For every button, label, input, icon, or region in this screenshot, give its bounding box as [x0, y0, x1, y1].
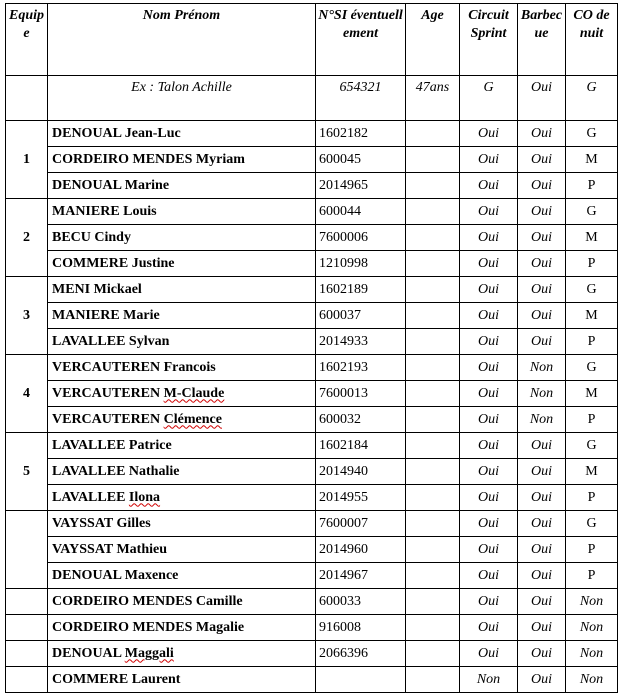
age-cell: [406, 225, 460, 251]
team-number: [6, 511, 48, 589]
registration-table: [5, 3, 618, 693]
participant-name: [48, 563, 316, 589]
barbecue-cell: Oui: [518, 589, 566, 615]
participant-name: [48, 433, 316, 459]
team-number: 1: [6, 121, 48, 199]
circuit-sprint-cell: Oui: [460, 277, 518, 303]
participant-name: [48, 329, 316, 355]
co-nuit-cell: G: [566, 433, 618, 459]
example-si: 654321: [316, 76, 406, 121]
circuit-sprint-cell: Oui: [460, 225, 518, 251]
participant-name-text: MANIERE Marie: [52, 307, 160, 323]
age-cell: [406, 459, 460, 485]
barbecue-cell: Non: [518, 381, 566, 407]
circuit-sprint-cell: Oui: [460, 511, 518, 537]
participant-name-text: CORDEIRO MENDES Magalie: [52, 619, 245, 635]
barbecue-cell: Non: [518, 407, 566, 433]
table-row: [6, 563, 618, 589]
circuit-sprint-cell: Oui: [460, 329, 518, 355]
participant-name-text: LAVALLEE Sylvan: [52, 333, 170, 349]
participant-name: [48, 121, 316, 147]
co-nuit-cell: P: [566, 329, 618, 355]
participant-name-text: VERCAUTEREN Francois: [52, 359, 216, 375]
age-cell: [406, 641, 460, 667]
table-row: [6, 381, 618, 407]
co-nuit-cell: P: [566, 485, 618, 511]
si-number: 1602193: [316, 355, 406, 381]
participant-name: [48, 615, 316, 641]
age-cell: [406, 199, 460, 225]
barbecue-cell: Oui: [518, 303, 566, 329]
participant-name: [48, 667, 316, 693]
si-number: 2014967: [316, 563, 406, 589]
circuit-sprint-cell: Oui: [460, 641, 518, 667]
age-cell: [406, 303, 460, 329]
circuit-sprint-cell: Oui: [460, 303, 518, 329]
table-row: [6, 173, 618, 199]
co-nuit-cell: P: [566, 563, 618, 589]
participant-name-text: LAVALLEE Patrice: [52, 437, 172, 453]
example-co: G: [566, 76, 618, 121]
barbecue-cell: Oui: [518, 641, 566, 667]
co-nuit-cell: G: [566, 121, 618, 147]
participant-name-text: DENOUAL Maggali: [52, 645, 174, 661]
participant-name: [48, 199, 316, 225]
participant-name: [48, 459, 316, 485]
example-age: 47ans: [406, 76, 460, 121]
circuit-sprint-cell: Oui: [460, 173, 518, 199]
table-row: [6, 537, 618, 563]
barbecue-cell: Oui: [518, 277, 566, 303]
circuit-sprint-cell: Oui: [460, 355, 518, 381]
participant-name: [48, 641, 316, 667]
barbecue-cell: Non: [518, 355, 566, 381]
age-cell: [406, 537, 460, 563]
circuit-sprint-cell: Oui: [460, 147, 518, 173]
participant-name: [48, 355, 316, 381]
header-age: Age: [406, 4, 460, 76]
age-cell: [406, 589, 460, 615]
barbecue-cell: Oui: [518, 459, 566, 485]
si-number: 1602189: [316, 277, 406, 303]
co-nuit-cell: G: [566, 355, 618, 381]
participant-name-text: COMMERE Justine: [52, 255, 175, 271]
header-si: N°SI éventuellement: [316, 4, 406, 76]
table-row: [6, 589, 618, 615]
participant-name-text: DENOUAL Jean-Luc: [52, 125, 181, 141]
barbecue-cell: Oui: [518, 173, 566, 199]
participant-name: [48, 381, 316, 407]
participant-name-text: LAVALLEE Nathalie: [52, 463, 180, 479]
age-cell: [406, 563, 460, 589]
circuit-sprint-cell: Oui: [460, 485, 518, 511]
team-number: 5: [6, 433, 48, 511]
example-nom: Ex : Talon Achille: [48, 76, 316, 121]
barbecue-cell: Oui: [518, 433, 566, 459]
participant-name: [48, 537, 316, 563]
table-row: [6, 641, 618, 667]
si-number: 2014955: [316, 485, 406, 511]
example-barbecue: Oui: [518, 76, 566, 121]
si-number: 2066396: [316, 641, 406, 667]
si-number: 7600006: [316, 225, 406, 251]
co-nuit-cell: P: [566, 173, 618, 199]
age-cell: [406, 407, 460, 433]
co-nuit-cell: M: [566, 303, 618, 329]
circuit-sprint-cell: Oui: [460, 199, 518, 225]
team-number: [6, 667, 48, 693]
header-co: CO de nuit: [566, 4, 618, 76]
table-row: [6, 433, 618, 459]
barbecue-cell: Oui: [518, 615, 566, 641]
age-cell: [406, 615, 460, 641]
barbecue-cell: Oui: [518, 121, 566, 147]
table-row: [6, 251, 618, 277]
participant-name-text: DENOUAL Marine: [52, 177, 170, 193]
circuit-sprint-cell: Oui: [460, 251, 518, 277]
si-number: 2014960: [316, 537, 406, 563]
age-cell: [406, 355, 460, 381]
participant-name-text: LAVALLEE Ilona: [52, 489, 161, 505]
circuit-sprint-cell: Oui: [460, 381, 518, 407]
circuit-sprint-cell: Oui: [460, 563, 518, 589]
age-cell: [406, 381, 460, 407]
age-cell: [406, 511, 460, 537]
co-nuit-cell: G: [566, 511, 618, 537]
barbecue-cell: Oui: [518, 511, 566, 537]
age-cell: [406, 667, 460, 693]
barbecue-cell: Oui: [518, 563, 566, 589]
co-nuit-cell: M: [566, 459, 618, 485]
participant-name-text: BECU Cindy: [52, 229, 131, 245]
table-row: [6, 459, 618, 485]
participant-name-text: VERCAUTEREN Clémence: [52, 411, 222, 427]
circuit-sprint-cell: Non: [460, 667, 518, 693]
participant-name: [48, 251, 316, 277]
si-number: 2014940: [316, 459, 406, 485]
co-nuit-cell: Non: [566, 667, 618, 693]
participant-name-text: DENOUAL Maxence: [52, 567, 179, 583]
co-nuit-cell: P: [566, 407, 618, 433]
table-row: [6, 485, 618, 511]
si-number: 600037: [316, 303, 406, 329]
participant-name-text: MENI Mickael: [52, 281, 142, 297]
circuit-sprint-cell: Oui: [460, 433, 518, 459]
si-number: 7600007: [316, 511, 406, 537]
circuit-sprint-cell: Oui: [460, 407, 518, 433]
participant-name-text: MANIERE Louis: [52, 203, 157, 219]
team-number: 3: [6, 277, 48, 355]
participant-name: [48, 511, 316, 537]
header-circuit: Circuit Sprint: [460, 4, 518, 76]
age-cell: [406, 147, 460, 173]
si-number: 600044: [316, 199, 406, 225]
team-number: [6, 641, 48, 667]
age-cell: [406, 433, 460, 459]
si-number: 7600013: [316, 381, 406, 407]
header-equipe: Equipe: [6, 4, 48, 76]
participant-name-text: COMMERE Laurent: [52, 671, 181, 687]
table-row: [6, 615, 618, 641]
circuit-sprint-cell: Oui: [460, 459, 518, 485]
co-nuit-cell: Non: [566, 589, 618, 615]
age-cell: [406, 485, 460, 511]
table-row: [6, 355, 618, 381]
example-equipe: [6, 76, 48, 121]
co-nuit-cell: Non: [566, 641, 618, 667]
table-row: [6, 277, 618, 303]
barbecue-cell: Oui: [518, 329, 566, 355]
si-number: 1602182: [316, 121, 406, 147]
age-cell: [406, 277, 460, 303]
table-row: [6, 511, 618, 537]
barbecue-cell: Oui: [518, 225, 566, 251]
team-number: 2: [6, 199, 48, 277]
barbecue-cell: Oui: [518, 251, 566, 277]
co-nuit-cell: P: [566, 537, 618, 563]
si-number: 600033: [316, 589, 406, 615]
si-number: [316, 667, 406, 693]
team-number: 4: [6, 355, 48, 433]
table-row: [6, 147, 618, 173]
participant-name: [48, 303, 316, 329]
team-number: [6, 615, 48, 641]
si-number: 1602184: [316, 433, 406, 459]
example-row: [6, 76, 618, 121]
participant-name: [48, 589, 316, 615]
co-nuit-cell: P: [566, 251, 618, 277]
co-nuit-cell: M: [566, 381, 618, 407]
table-row: [6, 407, 618, 433]
team-number: [6, 589, 48, 615]
circuit-sprint-cell: Oui: [460, 537, 518, 563]
participant-name-text: VAYSSAT Mathieu: [52, 541, 168, 557]
barbecue-cell: Oui: [518, 485, 566, 511]
co-nuit-cell: M: [566, 147, 618, 173]
header-row: [6, 4, 618, 76]
age-cell: [406, 251, 460, 277]
co-nuit-cell: G: [566, 199, 618, 225]
age-cell: [406, 173, 460, 199]
co-nuit-cell: M: [566, 225, 618, 251]
participant-name: [48, 277, 316, 303]
table-row: [6, 199, 618, 225]
example-circuit: G: [460, 76, 518, 121]
si-number: 916008: [316, 615, 406, 641]
table-row: [6, 667, 618, 693]
si-number: 2014933: [316, 329, 406, 355]
barbecue-cell: Oui: [518, 537, 566, 563]
header-barbecue: Barbecue: [518, 4, 566, 76]
participant-name: [48, 225, 316, 251]
circuit-sprint-cell: Oui: [460, 121, 518, 147]
participant-name: [48, 485, 316, 511]
participant-name: [48, 147, 316, 173]
table-row: [6, 225, 618, 251]
participant-name-text: CORDEIRO MENDES Camille: [52, 593, 243, 609]
age-cell: [406, 121, 460, 147]
participant-name: [48, 407, 316, 433]
table-body: [6, 76, 618, 693]
header-nom: Nom Prénom: [48, 4, 316, 76]
si-number: 600032: [316, 407, 406, 433]
si-number: 2014965: [316, 173, 406, 199]
participant-name-text: VERCAUTEREN M-Claude: [52, 385, 225, 401]
co-nuit-cell: G: [566, 277, 618, 303]
table-row: [6, 329, 618, 355]
table-row: [6, 303, 618, 329]
si-number: 600045: [316, 147, 406, 173]
barbecue-cell: Oui: [518, 147, 566, 173]
participant-name-text: VAYSSAT Gilles: [52, 515, 151, 531]
barbecue-cell: Oui: [518, 667, 566, 693]
participant-name: [48, 173, 316, 199]
circuit-sprint-cell: Oui: [460, 589, 518, 615]
table-row: [6, 121, 618, 147]
si-number: 1210998: [316, 251, 406, 277]
age-cell: [406, 329, 460, 355]
participant-name-text: CORDEIRO MENDES Myriam: [52, 151, 245, 167]
circuit-sprint-cell: Oui: [460, 615, 518, 641]
co-nuit-cell: Non: [566, 615, 618, 641]
barbecue-cell: Oui: [518, 199, 566, 225]
